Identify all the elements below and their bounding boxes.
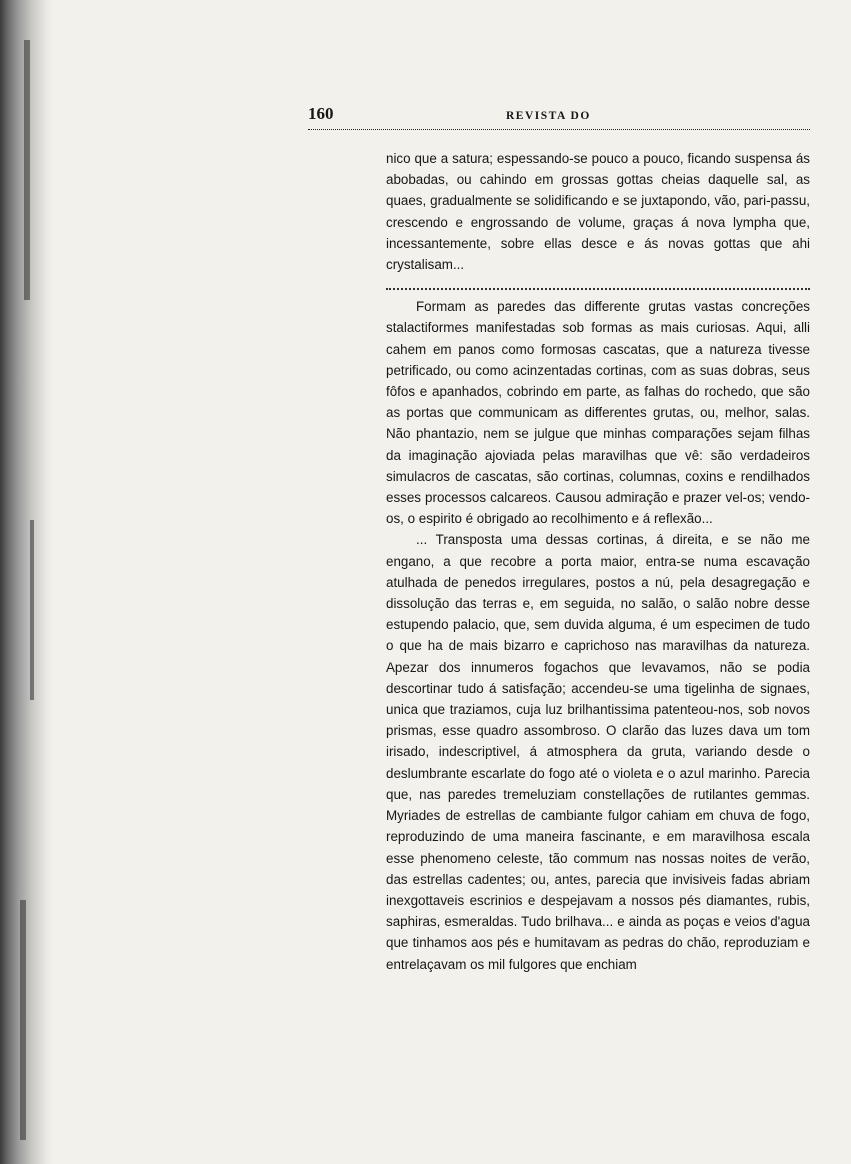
running-head: REVISTA DO [506, 110, 591, 122]
book-spine-shadow [0, 0, 52, 1164]
paragraph: Formam as paredes das differente grutas vastas concreções stalactiformes manifestadas sob formas as mais curiosas. Aqui, alli cahem em panos como formosas cascatas, que a natureza tivesse petrificado, ou como acinzentadas cortinas, com as suas dobras, seus fôfos e apanhados, cobrindo em parte, as falhas do rochedo, que são as portas que communicam as differentes grutas, ou, melhor, salas. Não phantazio, nem se julgue que minhas comparações sejam filhas da imaginação ajoviada pelas maravilhas que vê: são verdadeiros simulacros de cascatas, são cortinas, columnas, coxins e rendilhados esses processos calcareos. Causou admiração e prazer vel-os; vendo-os, o espirito é obrigado ao recolhimento e á reflexão... [386, 299, 810, 527]
spine-streak [30, 520, 34, 700]
paragraph: nico que a satura; espessando-se pouco a pouco, ficando suspensa ás abobadas, ou cahindo em grossas gottas cheias daquelle sal, as quaes, gradualmente se solidificando e se juxtapondo, vão, pari-passu, crescendo e engrossando de volume, graças á nova lympha que, incessantemente, sobre ellas desce e ás novas gottas que ahi crystalisam... [386, 151, 810, 273]
paragraph: ... Transposta uma dessas cortinas, á direita, e se não me engano, a que recobre a porta maior, entra-se numa escavação atulhada de penedos irregulares, postos a nú, pela desagregação e dissolução das terras e, em seguida, no salão, o salão nobre desse estupendo palacio, que, sem duvida alguma, é um especimen de tudo o que ha de mais bizarro e caprichoso nas maravilhas da natureza. Apezar dos innumeros fogachos que levavamos, não se podia descortinar tudo á satisfação; accendeu-se uma tigelinha de signaes, unica que traziamos, cuja luz brilhantissima patenteou-nos, sob novos prismas, esse quadro assombroso. O clarão das luzes dava um tom irisado, indescriptivel, á atmosphera da gruta, variando desde o deslumbrante escarlate do fogo até o violeta e o azul marinho. Parecia que, nas paredes tremeluziam constellações de rutilantes gemmas. Myriades de estrellas de cambiante fulgor cahiam em chuva de fogo, reproduzindo de uma maneira fascinante, e em maravilhosa escala esse phenomeno celeste, tão commum nas nossas noites de verão, das estrellas cadentes; ou, antes, parecia que invisiveis fadas abriam inexgottaveis escrinios e despejavam a nossos pés diamantes, rubis, saphiras, esmeraldas. Tudo brilhava... e ainda as poças e veios d'agua que tinhamos aos pés e humitavam as pedras do chão, reproduziam e entrelaçavam os mil fulgores que enchiam [386, 532, 810, 972]
spine-streak [20, 900, 26, 1140]
page-number: 160 [308, 104, 334, 123]
page-header [308, 104, 810, 130]
body-text [386, 148, 810, 975]
spine-streak [24, 40, 30, 300]
header-rule [308, 129, 810, 130]
dotted-separator [386, 278, 810, 290]
